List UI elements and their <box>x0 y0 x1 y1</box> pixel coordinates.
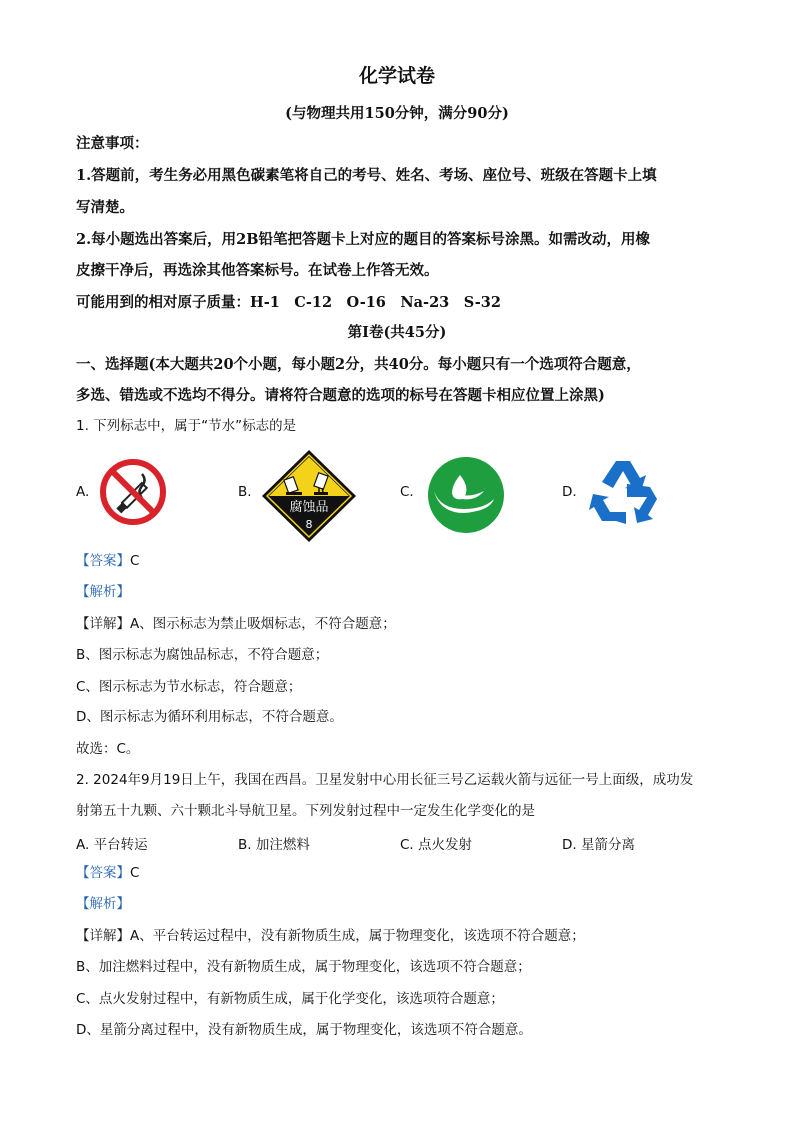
q1-analysis-tag: 【解析】 <box>76 584 130 600</box>
q1-detail-c: C、图示标志为节水标志，符合题意； <box>76 679 302 695</box>
q2-answer-value: C <box>130 865 140 881</box>
water-saving-sign-icon <box>424 455 508 535</box>
section-instructions-line1: 一、选择题(本大题共20个小题，每小题2分，共40分。每小题只有一个选项符合题意， <box>76 356 641 373</box>
q2-option-d: D. 星箭分离 <box>562 837 635 853</box>
q1-option-a-label: A. <box>76 484 90 500</box>
q1-detail-a-text: A、图示标志为禁止吸烟标志，不符合题意； <box>130 616 396 632</box>
q2-detail-b: B、加注燃料过程中，没有新物质生成，属于物理变化，该选项不符合题意； <box>76 959 531 975</box>
recycling-sign-icon <box>586 455 664 527</box>
section-instructions-line2: 多选、错选或不选均不得分。请将符合题意的选项的标号在答题卡相应位置上涂黑) <box>76 387 605 404</box>
q2-option-c: C. 点火发射 <box>400 837 473 853</box>
corrosive-class-number: 8 <box>305 518 313 531</box>
corrosive-label: 腐蚀品 <box>289 500 329 515</box>
q1-detail-a <box>76 614 396 634</box>
q1-stem: 1. 下列标志中，属于“节水”标志的是 <box>76 418 297 434</box>
q2-option-a: A. 平台转运 <box>76 837 148 853</box>
q2-analysis-tag: 【解析】 <box>76 896 130 912</box>
q1-conclusion: 故选：C。 <box>76 741 140 757</box>
q1-option-d-label: D. <box>562 484 577 500</box>
notes-item2-line1: 2.每小题选出答案后，用2B铅笔把答题卡上对应的题目的答案标号涂黑。如需改动，用橡 <box>76 231 650 248</box>
q1-answer-value: C <box>130 553 140 569</box>
notes-item1-line2: 写清楚。 <box>76 199 134 216</box>
corrosive-hazard-sign-icon <box>260 448 358 544</box>
q2-detail-a-text: A、平台转运过程中，没有新物质生成，属于物理变化，该选项不符合题意； <box>130 928 585 944</box>
q2-option-b: B. 加注燃料 <box>238 837 310 853</box>
q1-detail-d: D、图示标志为循环利用标志，不符合题意。 <box>76 709 343 725</box>
q1-option-c-label: C. <box>400 484 414 500</box>
q2-detail-c: C、点火发射过程中，有新物质生成，属于化学变化，该选项符合题意； <box>76 991 504 1007</box>
notes-item1-line1: 1.答题前，考生务必用黑色碳素笔将自己的考号、姓名、考场、座位号、班级在答题卡上填 <box>76 167 657 184</box>
q2-stem-line2: 射第五十九颗、六十颗北斗导航卫星。下列发射过程中一定发生化学变化的是 <box>76 803 535 819</box>
notes-item2-line2: 皮擦干净后，再选涂其他答案标号。在试卷上作答无效。 <box>76 262 439 279</box>
answer-tag: 【答案】 <box>76 865 130 881</box>
detail-tag: 【详解】 <box>76 616 130 632</box>
detail-tag: 【详解】 <box>76 928 130 944</box>
page-subtitle: (与物理共用150分钟，满分90分) <box>285 105 509 122</box>
q2-detail-d: D、星箭分离过程中，没有新物质生成，属于物理变化，该选项不符合题意。 <box>76 1022 532 1038</box>
q1-option-b-label: B. <box>238 484 252 500</box>
q2-detail-a <box>76 926 585 946</box>
q1-detail-b: B、图示标志为腐蚀品标志，不符合题意； <box>76 647 329 663</box>
q2-answer <box>76 863 139 883</box>
q2-stem-line1: 2. 2024年9月19日上午，我国在西昌。卫星发射中心用长征三号乙运载火箭与远征一号上面级，成功发 <box>76 772 694 788</box>
atomic-mass-line: 可能用到的相对原子质量：H-1 C-12 O-16 Na-23 S-32 <box>76 294 501 311</box>
no-smoking-sign-icon <box>98 458 170 526</box>
notes-heading: 注意事项： <box>76 135 149 152</box>
page-title: 化学试卷 <box>358 65 435 87</box>
answer-tag: 【答案】 <box>76 553 130 569</box>
q1-answer <box>76 551 139 571</box>
part1-title: 第Ⅰ卷(共45分) <box>347 324 447 341</box>
